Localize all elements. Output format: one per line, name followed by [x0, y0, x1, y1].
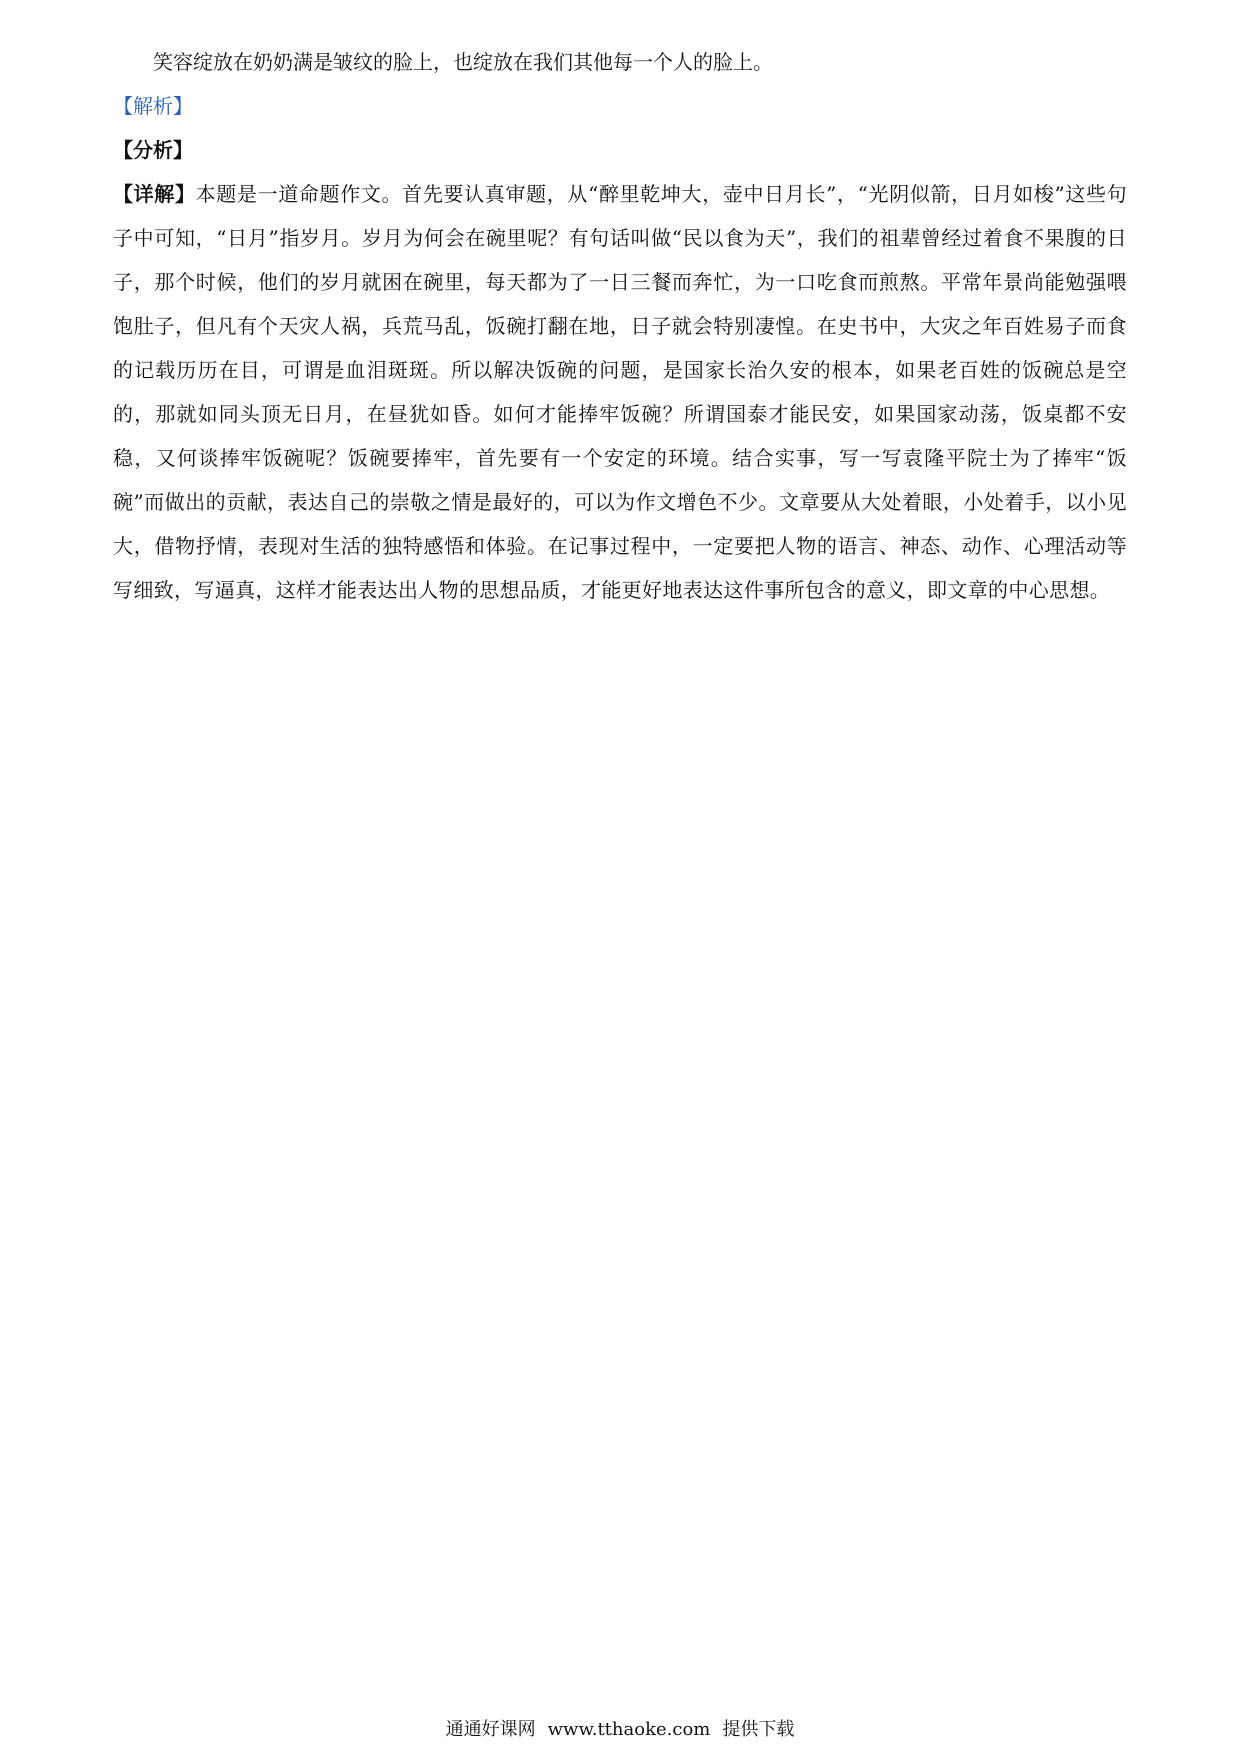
detail-label: 【详解】 — [113, 182, 196, 206]
footer-site-name: 通通好课网 — [445, 1719, 536, 1740]
intro-paragraph: 笑容绽放在奶奶满是皱纹的脸上，也绽放在我们其他每一个人的脸上。 — [153, 50, 773, 74]
footer-suffix: 提供下载 — [722, 1719, 795, 1740]
footer-url[interactable]: www.tthaoke.com — [547, 1719, 711, 1740]
page-footer — [0, 1718, 1240, 1742]
analysis-heading: 【解析】 — [113, 94, 193, 118]
detail-text: 本题是一道命题作文。首先要认真审题，从“醉里乾坤大，壶中日月长”，“光阴似箭，日月如梭”这些句子中可知，“日月”指岁月。岁月为何会在碗里呢？有句话叫做“民以食为天”，我们的祖辈曾经过着食不果腹的日子，那个时候，他们的岁月就困在碗里，每天都为了一日三餐而奔忙，为一口吃食而煎熬。平常年景尚能勉强喂饱肚子，但凡有个天灾人祸，兵荒马乱，饭碗打翻在地，日子就会特别凄惶。在史书中，大灾之年百姓易子而食的记载历历在目，可谓是血泪斑斑。所以解决饭碗的问题，是国家长治久安的根本，如果老百姓的饭碗总是空的，那就如同头顶无日月，在昼犹如昏。如何才能捧牢饭碗？所谓国泰才能民安，如果国家动荡，饭桌都不安稳，又何谈捧牢饭碗呢？饭碗要捧牢，首先要有一个安定的环境。结合实事，写一写袁隆平院士为了捧牢“饭碗”而做出的贡献，表达自己的崇敬之情是最好的，可以为作文增色不少。文章要从大处着眼，小处着手，以小见大，借物抒情，表现对生活的独特感悟和体验。在记事过程中，一定要把人物的语言、神态、动作、心理活动等写细致，写逼真，这样才能表达出人物的思想品质，才能更好地表达这件事所包含的意义，即文章的中心思想。 — [113, 182, 1127, 602]
detail-paragraph — [113, 172, 1127, 612]
document-body — [113, 40, 1127, 612]
fenxi-heading: 【分析】 — [113, 138, 193, 162]
